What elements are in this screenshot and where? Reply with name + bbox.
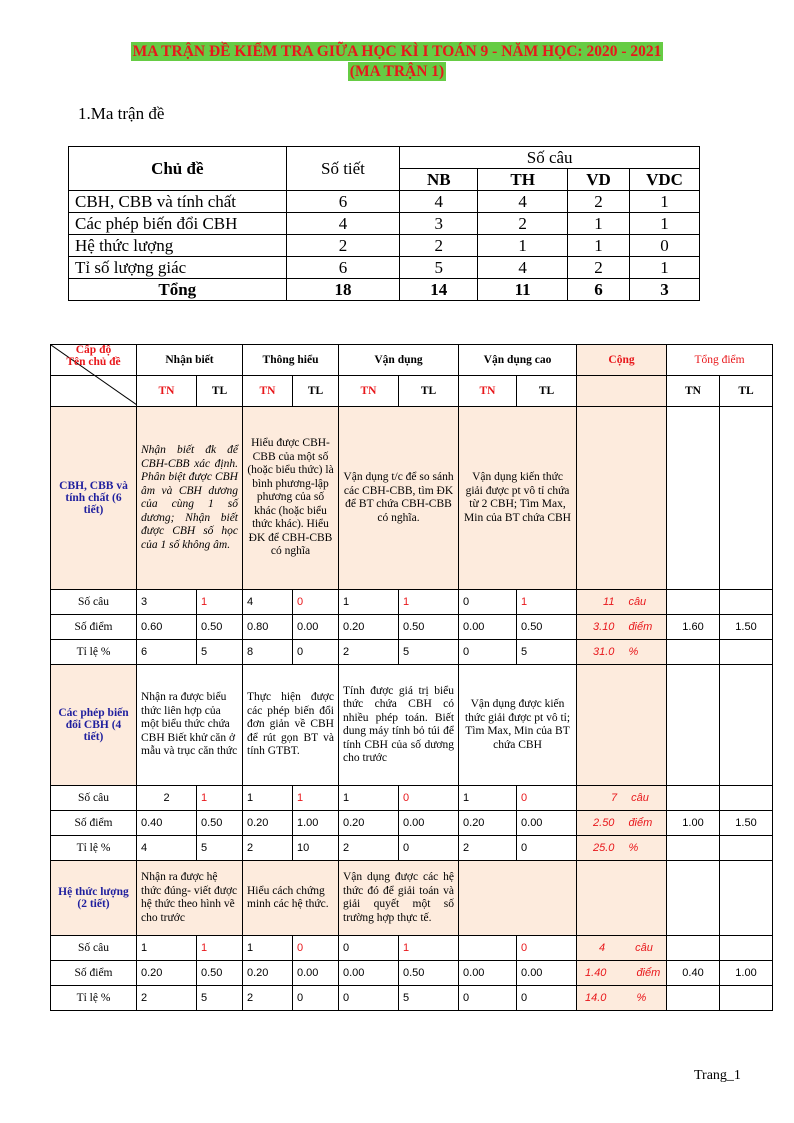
cell: 1 — [137, 936, 197, 961]
row-th: 4 — [478, 257, 568, 279]
cell: 0.40 — [137, 811, 197, 836]
vd-description: Tính được giá trị biểu thức chứa CBH có nhiều phép toán. Biết dung máy tính bỏ túi để tính CBH của số dương cho trước — [339, 665, 459, 786]
row-topic: Hệ thức lượng — [69, 235, 287, 257]
vdc-description: Vận dụng kiến thức giải được pt vô tỉ chứa từ 2 CBH; Tìm Max, Min của BT chứa CBH — [459, 407, 577, 590]
row-vd: 1 — [568, 213, 630, 235]
points-row — [51, 811, 773, 836]
sum-points: 1.40 điểm — [577, 961, 667, 986]
vd-description: Vận dụng t/c để so sánh các CBH-CBB, tìm ĐK để BT chứa CBH-CBB có nghĩa. — [339, 407, 459, 590]
topic-description-row — [51, 665, 773, 786]
topic-name: Hệ thức lượng (2 tiết) — [51, 861, 137, 936]
total-th: 11 — [478, 279, 568, 301]
header-th: TH — [478, 169, 568, 191]
tn-header: TN — [137, 376, 197, 407]
total-tn: 1.60 — [667, 615, 720, 640]
nb-description: Nhận biết đk để CBH-CBB xác định. Phân biệt được CBH âm và CBH dương của cùng 1 số dương; Nhận biết được CBH số học của 1 số không âm. — [137, 407, 243, 590]
row-nb: 3 — [400, 213, 478, 235]
row-vd: 2 — [568, 191, 630, 213]
tl-header: TL — [197, 376, 243, 407]
cell: 1 — [293, 786, 339, 811]
cell: 1 — [517, 590, 577, 615]
row-vdc: 1 — [630, 191, 700, 213]
cell: 1 — [459, 786, 517, 811]
cell: 3 — [137, 590, 197, 615]
cell: 0 — [517, 836, 577, 861]
table-row — [69, 213, 700, 235]
points-row — [51, 615, 773, 640]
header-vd: VD — [568, 169, 630, 191]
sum-count: 7 câu — [577, 786, 667, 811]
total-vdc: 3 — [630, 279, 700, 301]
row-topic: CBH, CBB và tính chất — [69, 191, 287, 213]
cell: 0.00 — [293, 615, 339, 640]
th-description: Hiểu được CBH-CBB của một số (hoặc biểu thức) là bình phương-lập phương của số khác (hoặc biểu thức khác). Hiểu ĐK để CBH-CBB có nghĩa — [243, 407, 339, 590]
total-tn: 0.40 — [667, 961, 720, 986]
row-label: Số điểm — [51, 615, 137, 640]
cell — [459, 936, 517, 961]
cell: 1 — [197, 590, 243, 615]
header-questions: Số câu — [400, 147, 700, 169]
row-label: Tỉ lệ % — [51, 986, 137, 1011]
tn-header: TN — [667, 376, 720, 407]
row-label: Số điểm — [51, 811, 137, 836]
corner-top: Cấp độ — [75, 344, 112, 356]
cell: 0.50 — [197, 961, 243, 986]
cell: 0.00 — [459, 615, 517, 640]
total-tl: 1.00 — [720, 961, 773, 986]
cell: 1 — [399, 590, 459, 615]
title-line-2: (MA TRẬN 1) — [349, 63, 445, 80]
cell: 0.20 — [339, 811, 399, 836]
cell: 0 — [459, 986, 517, 1011]
tl-header: TL — [399, 376, 459, 407]
cell: 5 — [399, 640, 459, 665]
topic-description-row — [51, 407, 773, 590]
cell: 2 — [137, 986, 197, 1011]
total-row — [69, 279, 700, 301]
total-label: Tổng — [69, 279, 287, 301]
cell: 0 — [517, 936, 577, 961]
cell: 0 — [459, 590, 517, 615]
cell: 2 — [137, 786, 197, 811]
vdc-description: Vận dụng được kiến thức giải được pt vô tỉ; Tìm Max, Min của BT chứa CBH — [459, 665, 577, 786]
cell: 2 — [243, 836, 293, 861]
row-topic: Các phép biến đổi CBH — [69, 213, 287, 235]
tn-header: TN — [243, 376, 293, 407]
cell: 0.20 — [459, 811, 517, 836]
corner-bottom: Tên chủ đề — [66, 356, 121, 368]
cell: 0 — [293, 640, 339, 665]
cell: 4 — [243, 590, 293, 615]
cell: 0.00 — [517, 961, 577, 986]
cell: 0.00 — [459, 961, 517, 986]
cell: 0.50 — [399, 961, 459, 986]
table-row — [69, 191, 700, 213]
row-vdc: 1 — [630, 213, 700, 235]
cell: 0 — [517, 786, 577, 811]
header-topic: Chủ đề — [69, 147, 287, 191]
cell: 0.50 — [399, 615, 459, 640]
document-title — [0, 42, 794, 81]
topic-description-row — [51, 861, 773, 936]
cell: 1 — [339, 590, 399, 615]
row-nb: 4 — [400, 191, 478, 213]
cell: 1.00 — [293, 811, 339, 836]
cell: 8 — [243, 640, 293, 665]
cell: 0.00 — [293, 961, 339, 986]
tn-header: TN — [339, 376, 399, 407]
cell: 0 — [399, 836, 459, 861]
section-heading: 1.Ma trận đề — [78, 104, 165, 123]
cell: 5 — [197, 986, 243, 1011]
header-periods: Số tiết — [286, 147, 400, 191]
cell: 5 — [399, 986, 459, 1011]
row-periods: 6 — [286, 257, 400, 279]
sum-ratio: 14.0 % — [577, 986, 667, 1011]
cell: 0 — [293, 986, 339, 1011]
cell: 0 — [339, 986, 399, 1011]
th-description: Thực hiện được các phép biến đổi đơn giản về CBH để rút gọn BT và tính GTBT. — [243, 665, 339, 786]
level-vdc: Vận dụng cao — [459, 345, 577, 376]
count-row — [51, 786, 773, 811]
ratio-row — [51, 836, 773, 861]
cell: 1 — [339, 786, 399, 811]
cell: 0.00 — [339, 961, 399, 986]
ratio-row — [51, 640, 773, 665]
total-tn: 1.00 — [667, 811, 720, 836]
row-label: Số câu — [51, 786, 137, 811]
cell: 1 — [197, 936, 243, 961]
tl-header: TL — [517, 376, 577, 407]
level-vd: Vận dụng — [339, 345, 459, 376]
cell: 5 — [197, 640, 243, 665]
tl-header: TL — [720, 376, 773, 407]
sum-count: 4 câu — [577, 936, 667, 961]
cell: 0.00 — [517, 811, 577, 836]
cell: 0 — [459, 640, 517, 665]
nb-description: Nhận ra được biểu thức liên hợp của một biểu thức chứa CBH Biết khử căn ở mẫu và trục căn thức — [137, 665, 243, 786]
row-th: 2 — [478, 213, 568, 235]
cell: 1 — [197, 786, 243, 811]
total-vd: 6 — [568, 279, 630, 301]
vd-description: Vận dụng được các hệ thức đó để giải toán và giải quyết một số trường hợp thực tế. — [339, 861, 459, 936]
header-nb: NB — [400, 169, 478, 191]
cell: 0.50 — [517, 615, 577, 640]
cell: 0.20 — [339, 615, 399, 640]
cell: 0.20 — [137, 961, 197, 986]
tn-header: TN — [459, 376, 517, 407]
summary-table — [68, 146, 700, 301]
points-row — [51, 961, 773, 986]
cell: 0.50 — [197, 811, 243, 836]
level-nb: Nhận biết — [137, 345, 243, 376]
row-vd: 2 — [568, 257, 630, 279]
count-row — [51, 590, 773, 615]
cell: 0.00 — [399, 811, 459, 836]
table-row — [69, 235, 700, 257]
title-line-1: MA TRẬN ĐỀ KIỂM TRA GIỮA HỌC KÌ I TOÁN 9 - NĂM HỌC: 2020 - 2021 — [132, 43, 662, 60]
sum-ratio: 25.0 % — [577, 836, 667, 861]
row-th: 4 — [478, 191, 568, 213]
cell: 0.80 — [243, 615, 293, 640]
page-footer: Trang_1 — [694, 1068, 741, 1083]
cell: 2 — [339, 836, 399, 861]
cell: 0 — [399, 786, 459, 811]
cell: 1 — [243, 936, 293, 961]
corner-cell — [51, 345, 137, 376]
cell: 10 — [293, 836, 339, 861]
cell: 5 — [517, 640, 577, 665]
topic-name: CBH, CBB và tính chất (6 tiết) — [51, 407, 137, 590]
topic-name: Các phép biến đổi CBH (4 tiết) — [51, 665, 137, 786]
ratio-row — [51, 986, 773, 1011]
row-vd: 1 — [568, 235, 630, 257]
total-tl: 1.50 — [720, 811, 773, 836]
cell: 0.50 — [197, 615, 243, 640]
nb-description: Nhận ra được hệ thức đúng- viết được hệ thức theo hình vẽ cho trước — [137, 861, 243, 936]
cell: 0 — [293, 590, 339, 615]
row-vdc: 1 — [630, 257, 700, 279]
row-vdc: 0 — [630, 235, 700, 257]
cell: 4 — [137, 836, 197, 861]
matrix-table — [50, 344, 773, 1011]
row-nb: 2 — [400, 235, 478, 257]
cell: 0 — [293, 936, 339, 961]
cell: 1 — [399, 936, 459, 961]
row-label: Số điểm — [51, 961, 137, 986]
row-label: Tỉ lệ % — [51, 640, 137, 665]
cell: 0 — [517, 986, 577, 1011]
row-periods: 4 — [286, 213, 400, 235]
level-cong: Cộng — [577, 345, 667, 376]
sum-count: 11 câu — [577, 590, 667, 615]
total-periods: 18 — [286, 279, 400, 301]
row-nb: 5 — [400, 257, 478, 279]
cell: 2 — [243, 986, 293, 1011]
row-periods: 2 — [286, 235, 400, 257]
total-nb: 14 — [400, 279, 478, 301]
th-description: Hiểu cách chứng minh các hệ thức. — [243, 861, 339, 936]
header-vdc: VDC — [630, 169, 700, 191]
table-row — [69, 257, 700, 279]
cell: 5 — [197, 836, 243, 861]
cell: 1 — [243, 786, 293, 811]
row-label: Tỉ lệ % — [51, 836, 137, 861]
tl-header: TL — [293, 376, 339, 407]
row-periods: 6 — [286, 191, 400, 213]
cell: 6 — [137, 640, 197, 665]
cell: 2 — [459, 836, 517, 861]
row-th: 1 — [478, 235, 568, 257]
sum-points: 2.50 điểm — [577, 811, 667, 836]
row-label: Số câu — [51, 936, 137, 961]
cell: 0 — [339, 936, 399, 961]
row-label: Số câu — [51, 590, 137, 615]
level-tong: Tổng điểm — [667, 345, 773, 376]
vdc-description — [459, 861, 577, 936]
cell: 0.20 — [243, 811, 293, 836]
sum-points: 3.10 điểm — [577, 615, 667, 640]
count-row — [51, 936, 773, 961]
cell: 2 — [339, 640, 399, 665]
row-topic: Tỉ số lượng giác — [69, 257, 287, 279]
sum-ratio: 31.0 % — [577, 640, 667, 665]
level-th: Thông hiểu — [243, 345, 339, 376]
total-tl: 1.50 — [720, 615, 773, 640]
cell: 0.20 — [243, 961, 293, 986]
cell: 0.60 — [137, 615, 197, 640]
